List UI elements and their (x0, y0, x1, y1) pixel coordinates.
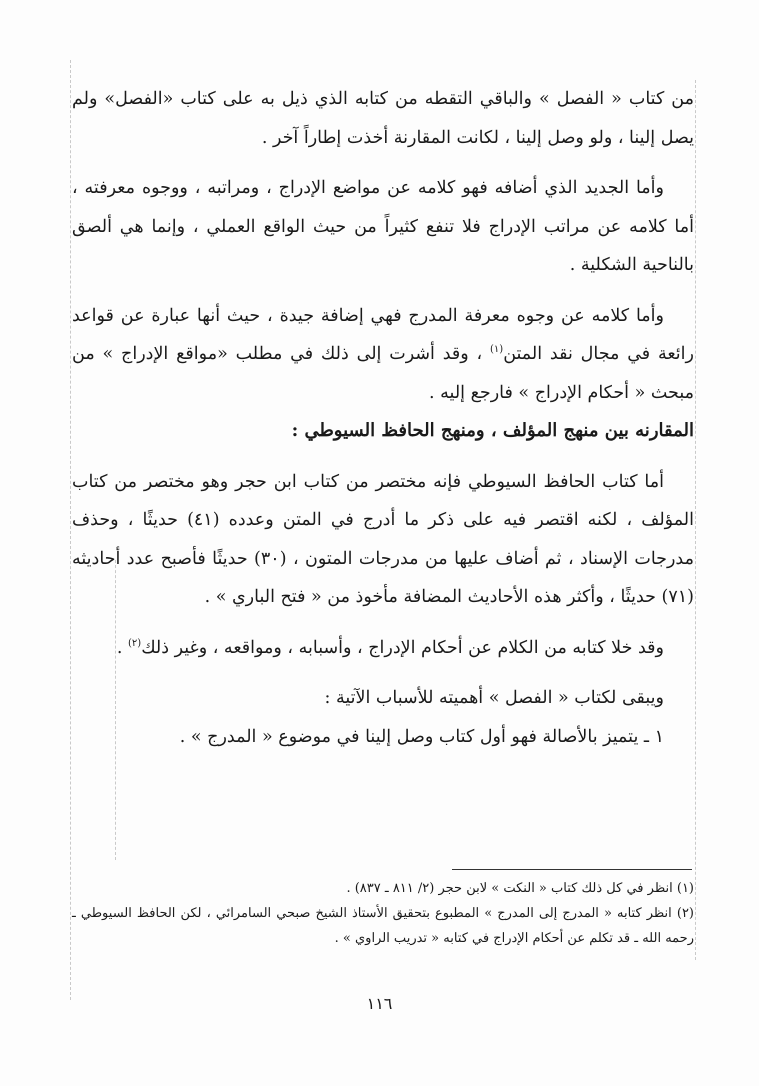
paragraph-1: من كتاب « الفصل » والباقي التقطه من كتابه الذي ذيل به على كتاب «الفصل» ولم يصل إلينا ، ولو وصل إلينا ، لكانت المقارنة أخذت إطاراً آخر . (72, 89, 694, 148)
page-number: ١١٦ (366, 994, 393, 1013)
paragraph-3 (72, 297, 694, 413)
paragraph-6: ويبقى لكتاب « الفصل » أهميته للأسباب الآتية : (324, 688, 664, 708)
section-heading: المقارنه بين منهج المؤلف ، ومنهج الحافظ السيوطي : (291, 420, 694, 441)
paragraph-5-text: وقد خلا كتابه من الكلام عن أحكام الإدراج ، وأسبابه ، ومواقعه ، وغير ذلك (141, 637, 664, 658)
paragraph-3-text-continued: ، وقد أشرت إلى ذلك في مطلب «مواقع الإدراج » من مبحث « أحكام الإدراج » فارجع إليه . (72, 344, 694, 403)
footnote-ref-2: (٢) (128, 637, 142, 649)
paragraph-5-text-continued: . (116, 637, 128, 658)
paragraph-2: وأما الجديد الذي أضافه فهو كلامه عن مواضع الإدراج ، ومراتبه ، ووجوه معرفته ، أما كلامه عن مراتب الإدراج فلا تنفع كثيراً من حيث الواقع العملي ، وإنما هي ألصق بالناحية الشكلية . (72, 178, 694, 275)
footnote-ref-1: (١) (490, 344, 504, 356)
scan-guide-line (695, 80, 696, 960)
footnote-1: (١) انظر في كل ذلك كتاب « النكت » لابن حجر (٢/ ٨١١ ـ ٨٣٧) . (346, 881, 694, 896)
list-item-1: ١ ـ يتميز بالأصالة فهو أول كتاب وصل إلينا في موضوع « المدرج » . (179, 726, 664, 747)
scan-guide-line (70, 60, 71, 1000)
footnote-2: (٢) انظر كتابه « المدرج إلى المدرج » المطبوع بتحقيق الأستاذ الشيخ صبحي السامرائي ، لكن الحافظ السيوطي ـ رحمه الله ـ قد تكلم عن أحكام الإدراج في كتابه « تدريب الراوي » . (72, 906, 694, 946)
paragraph-3-text: وأما كلامه عن وجوه معرفة المدرج فهي إضافة جيدة ، حيث أنها عبارة عن قواعد رائعة في مجال نقد المتن (72, 305, 694, 364)
paragraph-5 (72, 629, 694, 668)
footnotes (72, 876, 694, 951)
paragraph-4: أما كتاب الحافظ السيوطي فإنه مختصر من كتاب ابن حجر وهو مختصر من كتاب المؤلف ، لكنه اقتصر فيه على ذكر ما أدرج في المتن وعدده (٤١) حديثًا ، وحذف مدرجات الإسناد ، ثم أضاف عليها من مدرجات المتون ، (٣٠) حديثًا فأصبح عدد أحاديثه (٧١) حديثًا ، وأكثر هذه الأحاديث المضافة مأخوذ من « فتح الباري » . (72, 471, 695, 607)
body-text (72, 80, 694, 756)
footnote-divider (452, 869, 692, 870)
